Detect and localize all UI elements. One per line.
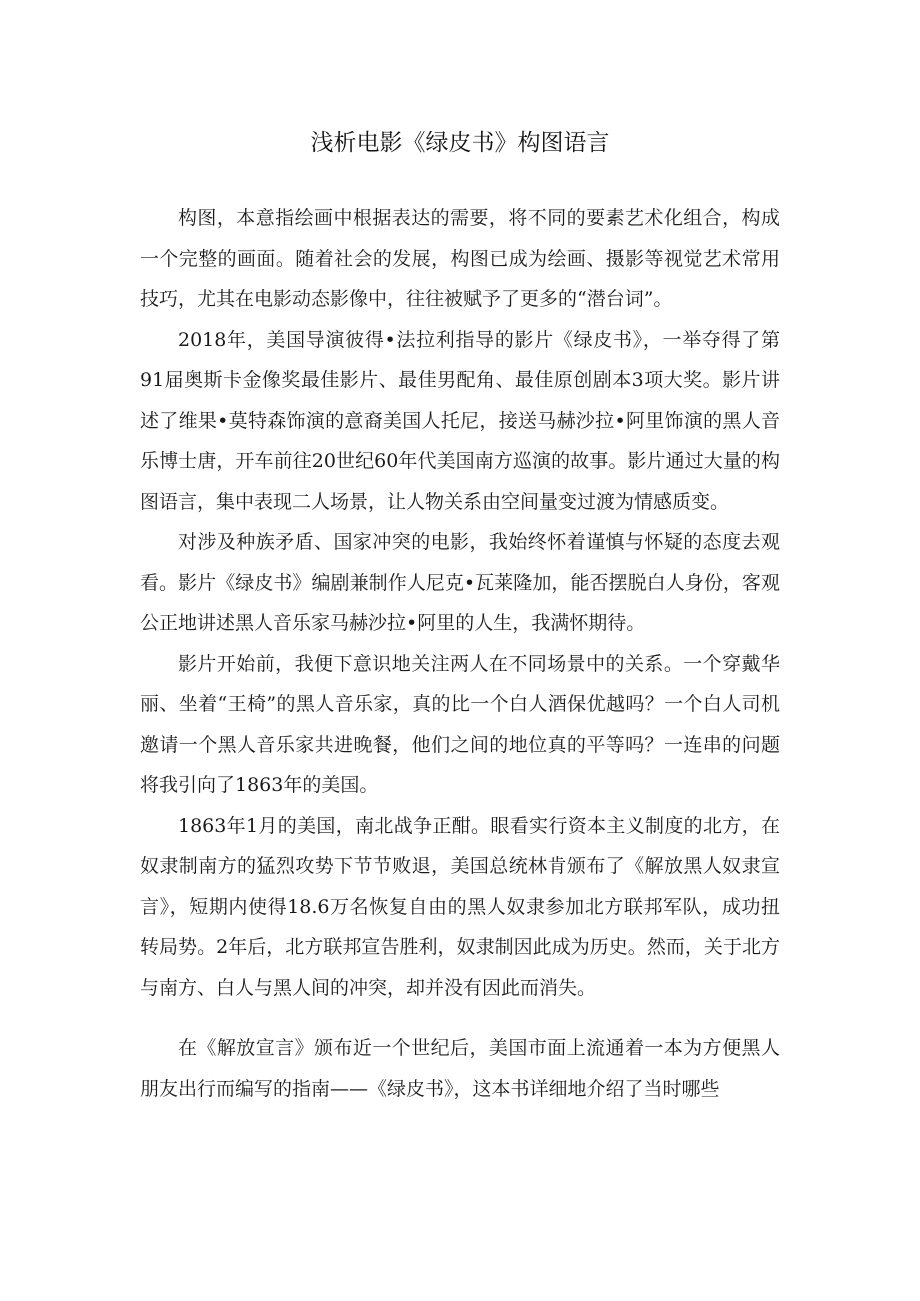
paragraph-2: 2018年，美国导演彼得•法拉利指导的影片《绿皮书》，一举夺得了第91届奥斯卡金像奖最佳影片、最佳男配角、最佳原创剧本3项大奖。影片讲述了维果•莫特森饰演的意裔美国人托尼，接送马赫沙拉•阿里饰演的黑人音乐博士唐，开车前往20世纪60年代美国南方巡演的故事。影片通过大量的构图语言，集中表现二人场景，让人物关系由空间量变过渡为情感质变。	[140, 328, 780, 513]
document-body	[140, 198, 780, 1109]
paragraph-4: 影片开始前，我便下意识地关注两人在不同场景中的关系。一个穿戴华丽、坐着“王椅”的黑人音乐家，真的比一个白人酒保优越吗？一个白人司机邀请一个黑人音乐家共进晚餐，他们之间的地位真的平等吗？一连串的问题将我引向了1863年的美国。	[140, 652, 780, 796]
paragraph-3: 对涉及种族矛盾、国家冲突的电影，我始终怀着谨慎与怀疑的态度去观看。影片《绿皮书》编剧兼制作人尼克•瓦莱隆加，能否摆脱白人身份，客观公正地讲述黑人音乐家马赫沙拉•阿里的人生，我满怀期待。	[140, 531, 780, 634]
paragraph-6: 在《解放宣言》颁布近一个世纪后，美国市面上流通着一本为方便黑人朋友出行而编写的指南——《绿皮书》，这本书详细地介绍了当时哪些	[140, 1037, 780, 1100]
paragraph-1: 构图，本意指绘画中根据表达的需要，将不同的要素艺术化组合，构成一个完整的画面。随着社会的发展，构图已成为绘画、摄影等视觉艺术常用技巧，尤其在电影动态影像中，往往被赋予了更多的“潜台词”。	[140, 207, 780, 310]
paragraph-5: 1863年1月的美国，南北战争正酣。眼看实行资本主义制度的北方，在奴隶制南方的猛烈攻势下节节败退，美国总统林肯颁布了《解放黑人奴隶宣言》，短期内使得18.6万名恢复自由的黑人奴隶参加北方联邦军队，成功扭转局势。2年后，北方联邦宣告胜利，奴隶制因此成为历史。然而，关于北方与南方、白人与黑人间的冲突，却并没有因此而消失。	[140, 814, 780, 999]
document-title: 浅析电影《绿皮书》构图语言	[310, 130, 610, 156]
